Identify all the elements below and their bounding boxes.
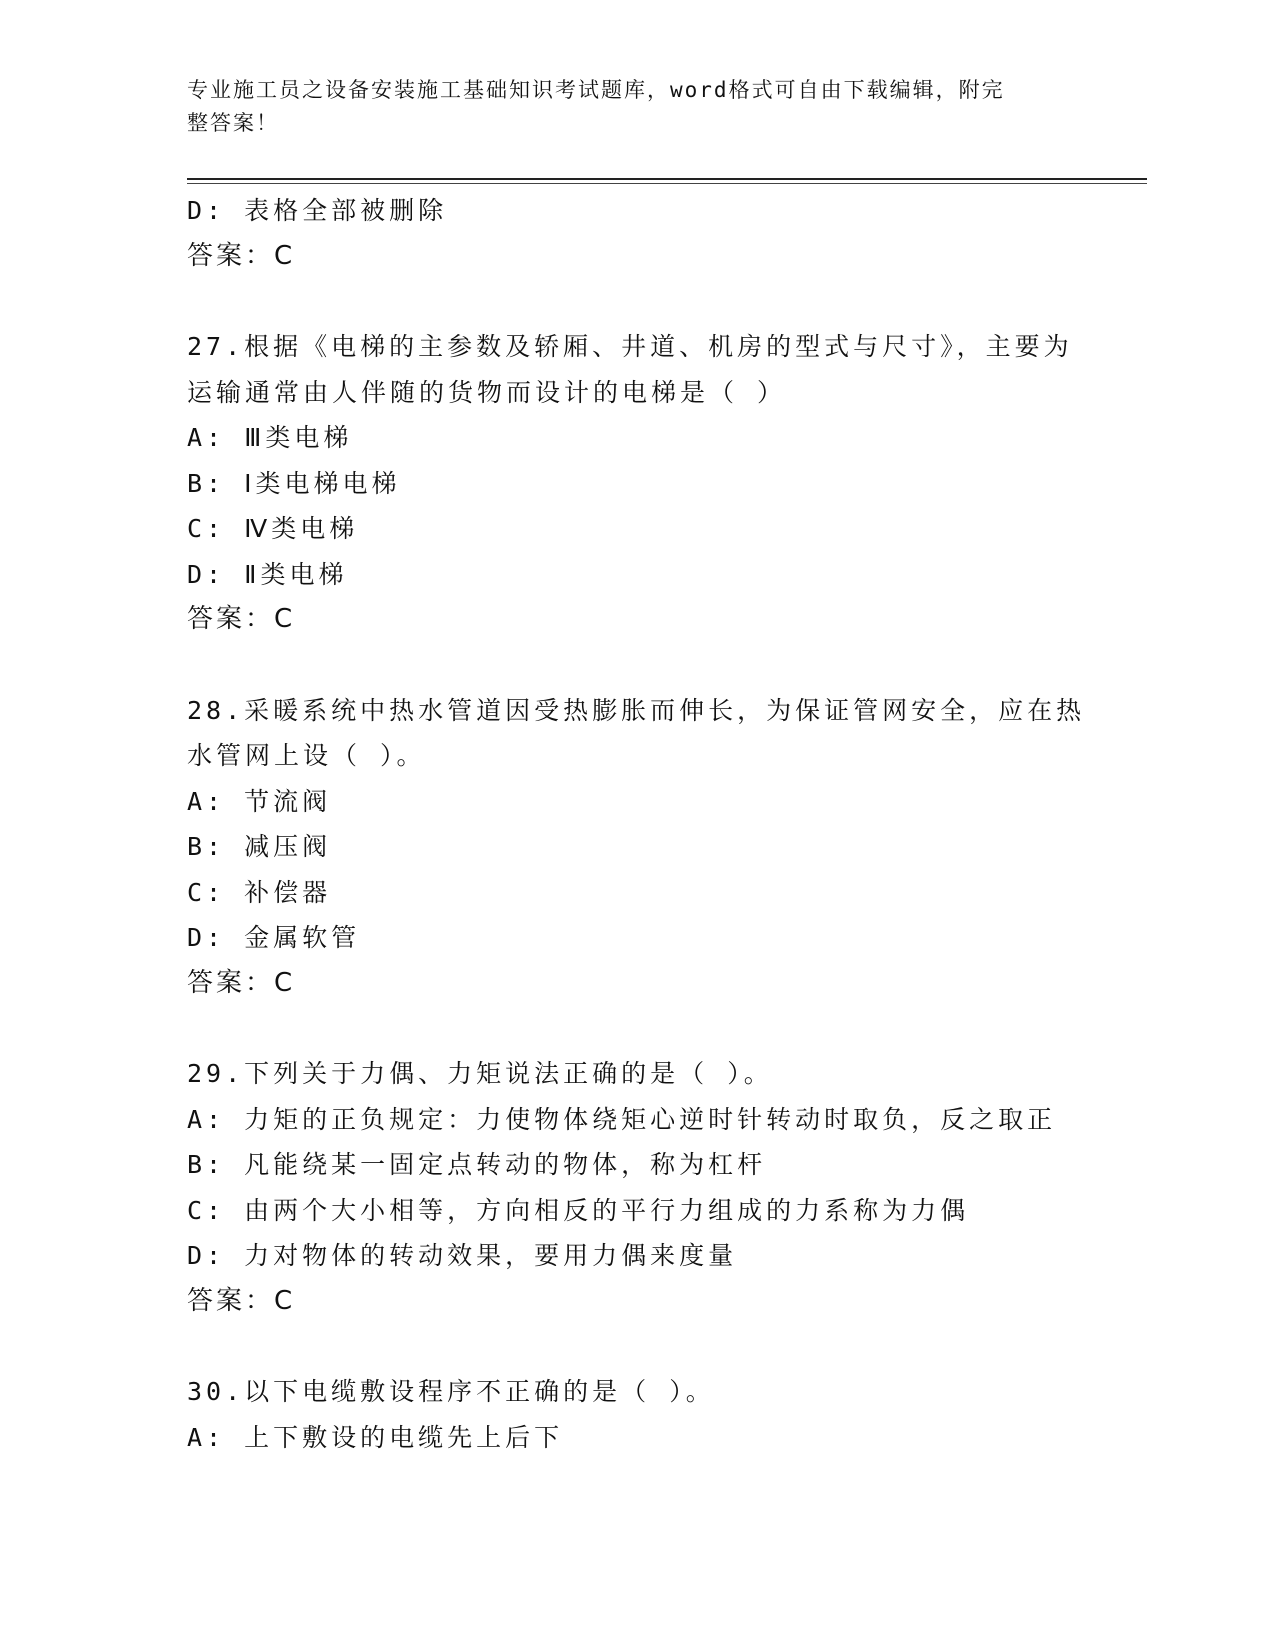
answer-label: 答案：C	[187, 967, 296, 998]
option-c: C: Ⅳ类电梯	[187, 514, 359, 543]
option-a: A: 上下敷设的电缆先上后下	[187, 1422, 564, 1452]
header-rule-thin	[187, 183, 1147, 184]
header-line-1: 专业施工员之设备安装施工基础知识考试题库，word格式可自由下载编辑，附完	[187, 78, 1005, 102]
question-stem: 30.以下电缆敷设程序不正确的是（ ）。	[187, 1377, 715, 1406]
document-header	[187, 74, 1087, 140]
option-d: D: 金属软管	[187, 923, 361, 952]
answer-label: 答案：C	[187, 240, 296, 271]
question-block-27	[187, 324, 1087, 643]
answer-label: 答案：C	[187, 1285, 296, 1316]
question-stem-cont: 水管网上设（ ）。	[187, 741, 426, 770]
option-d: D: 表格全部被删除	[187, 196, 448, 225]
question-stem: 29.下列关于力偶、力矩说法正确的是（ ）。	[187, 1059, 773, 1088]
option-c: C: 由两个大小相等，方向相反的平行力组成的力系称为力偶	[187, 1195, 970, 1225]
option-a: A: 节流阀	[187, 786, 332, 816]
header-rule-thick	[187, 178, 1147, 180]
option-c: C: 补偿器	[187, 877, 332, 907]
question-list	[187, 188, 1087, 1460]
option-d: D: Ⅱ类电梯	[187, 559, 348, 589]
question-stem: 28.采暖系统中热水管道因受热膨胀而伸长，为保证管网安全，应在热	[187, 695, 1086, 725]
question-block-26-tail	[187, 188, 1087, 279]
option-b: B: 凡能绕某一固定点转动的物体，称为杠杆	[187, 1150, 767, 1179]
header-line-2: 整答案！	[187, 111, 279, 135]
option-b: B: Ⅰ类电梯电梯	[187, 468, 401, 498]
option-a: A: 力矩的正负规定：力使物体绕矩心逆时针转动时取负，反之取正	[187, 1104, 1057, 1134]
option-d: D: 力对物体的转动效果，要用力偶来度量	[187, 1241, 738, 1270]
question-stem: 27.根据《电梯的主参数及轿厢、井道、机房的型式与尺寸》，主要为	[187, 332, 1073, 361]
question-block-30	[187, 1369, 1087, 1460]
question-stem-cont: 运输通常由人伴随的货物而设计的电梯是（ ）	[187, 377, 787, 407]
question-block-28	[187, 688, 1087, 1007]
question-block-29	[187, 1051, 1087, 1324]
option-a: A: Ⅲ类电梯	[187, 423, 353, 452]
option-b: B: 减压阀	[187, 832, 332, 861]
answer-label: 答案：C	[187, 604, 296, 634]
